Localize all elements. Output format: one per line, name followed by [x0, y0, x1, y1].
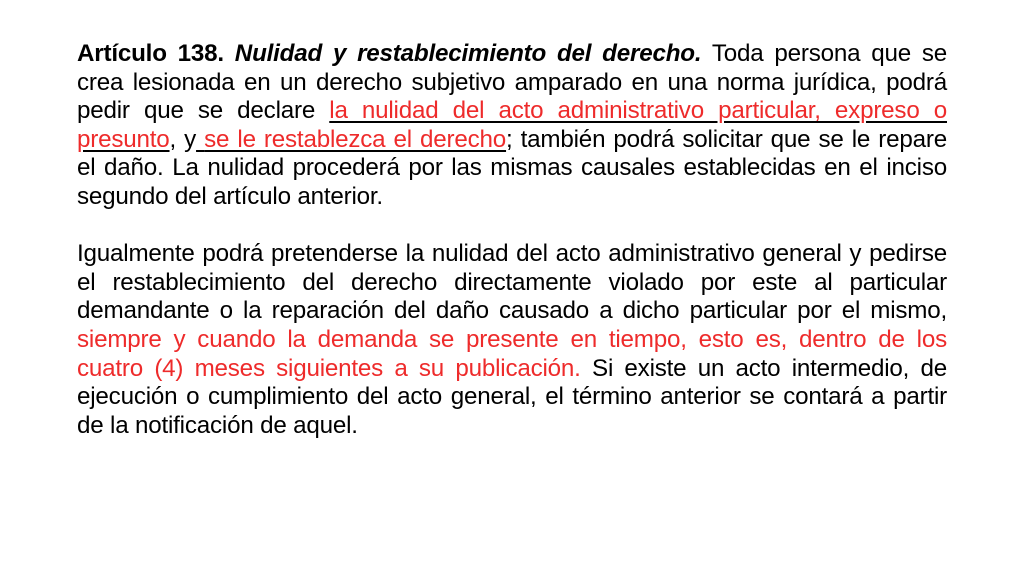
paragraph1-text-a: Toda persona que se crea lesionada en un derecho subjetivo amparado en una norma jurídica, podrá pedir que se declare — [77, 40, 947, 125]
paragraph2-text-a: Igualmente podrá pretenderse la nulidad del acto administrativo general y pedirse el restablecimiento del derecho directamente violado por este al particular demandante o la reparación del daño causado a dicho particular por el mismo, — [77, 240, 947, 325]
paragraph1-text-b: , y — [169, 125, 197, 153]
highlight-plazo-cuatro-meses: siempre y cuando la demanda se presente en tiempo, esto es, dentro de los cuatro (4) meses siguientes a su publicación. — [77, 325, 947, 382]
slide-text-body — [77, 40, 947, 440]
paragraph-acto-general — [77, 240, 947, 440]
article-title: Nulidad y restablecimiento del derecho. — [234, 40, 702, 67]
highlight-restablezca-derecho: se le restablezca el derecho — [204, 125, 507, 153]
paragraph-article-138 — [77, 40, 947, 212]
paragraph-spacer — [77, 212, 947, 241]
article-label: Artículo 138. — [77, 40, 224, 67]
paragraph1-text-c: ; también podrá solicitar que se le repare el daño. La nulidad procederá por las mismas causales establecidas en el inciso segundo del artículo anterior. — [77, 125, 947, 210]
underlined-space — [196, 126, 204, 153]
paragraph2-text-b: Si existe un acto intermedio, de ejecución o cumplimiento del acto general, el término anterior se contará a partir de la notificación de aquel. — [77, 354, 947, 439]
highlight-nulidad-acto: la nulidad del acto administrativo particular, expreso o presunto — [77, 97, 947, 153]
